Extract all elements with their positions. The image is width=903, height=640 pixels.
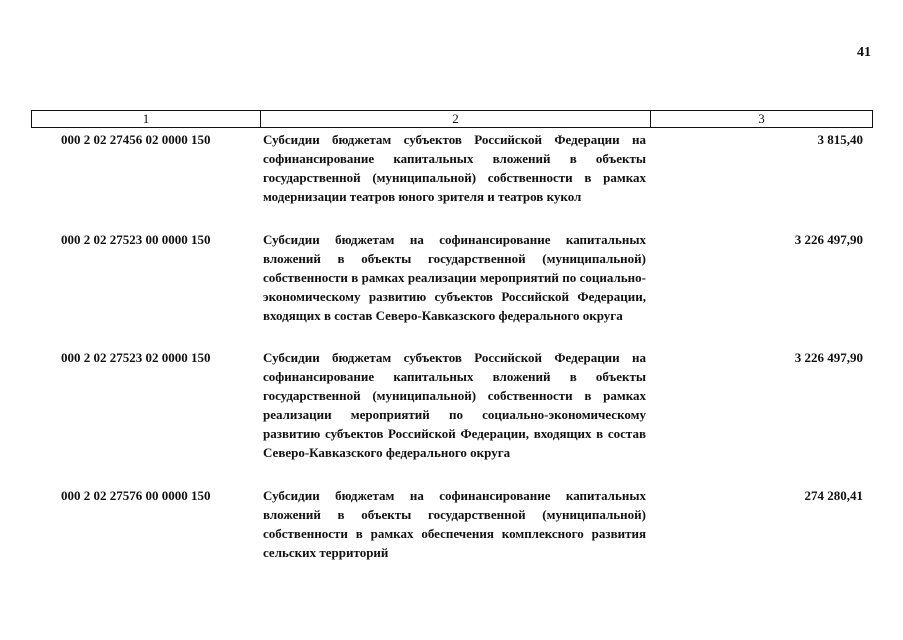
header-col-2: 2 xyxy=(261,111,651,127)
table-row xyxy=(31,486,873,566)
row-amount: 3 226 497,90 xyxy=(794,350,863,365)
row-description: Субсидии бюджетам субъектов Российской Федерации на софинансирование капитальных вложений в объекты государственной (муниципальной) собственности в рамках реализации мероприятий по социально-экономическому развитию субъектов Российской Федерации, входящих в состав Северо-Кавказского федерального округа xyxy=(263,350,646,460)
row-code: 000 2 02 27576 00 0000 150 xyxy=(61,488,211,503)
row-code: 000 2 02 27523 02 0000 150 xyxy=(61,350,211,365)
table-body xyxy=(31,130,873,566)
header-col-3: 3 xyxy=(758,111,765,126)
table-row xyxy=(31,348,873,486)
row-code: 000 2 02 27456 02 0000 150 xyxy=(61,132,211,147)
row-amount: 3 815,40 xyxy=(817,132,863,147)
row-code: 000 2 02 27523 00 0000 150 xyxy=(61,232,211,247)
header-col-1: 1 xyxy=(32,111,261,127)
page-number: 41 xyxy=(857,45,871,60)
row-amount: 274 280,41 xyxy=(804,488,863,503)
row-amount: 3 226 497,90 xyxy=(794,232,863,247)
row-description: Субсидии бюджетам субъектов Российской Федерации на софинансирование капитальных вложений в объекты государственной (муниципальной) собственности в рамках модернизации театров юного зрителя и театров кукол xyxy=(263,132,646,204)
row-description: Субсидии бюджетам на софинансирование капитальных вложений в объекты государственной (муниципальной) собственности в рамках обеспечения комплексного развития сельских территорий xyxy=(263,488,646,560)
table-header xyxy=(31,110,873,128)
table-row xyxy=(31,130,873,230)
row-description: Субсидии бюджетам на софинансирование капитальных вложений в объекты государственной (муниципальной) собственности в рамках реализации мероприятий по социально-экономическому развитию субъектов Российской Федерации, входящих в состав Северо-Кавказского федерального округа xyxy=(263,232,646,323)
table-row xyxy=(31,230,873,348)
